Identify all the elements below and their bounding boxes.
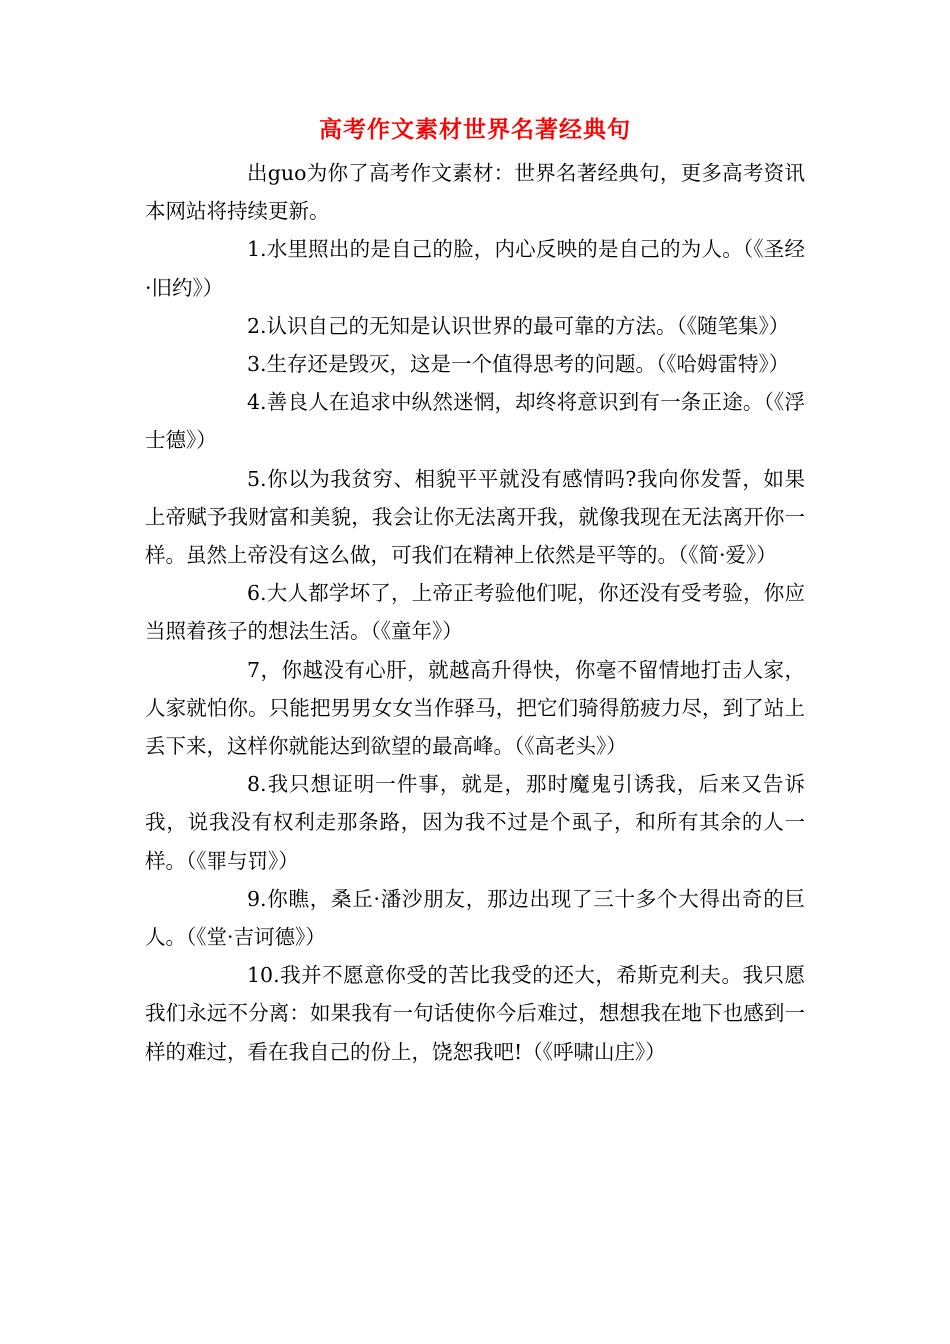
document-body (145, 154, 805, 1071)
intro-paragraph: 出guo为你了高考作文素材：世界名著经典句，更多高考资讯本网站将持续更新。 (145, 161, 805, 224)
quote-paragraph-4: 4.善良人在追求中纵然迷惘，却终将意识到有一条正途。（《浮士德》） (145, 390, 805, 453)
quote-paragraph-3: 3.生存还是毁灭，这是一个值得思考的问题。（《哈姆雷特》） (247, 352, 790, 377)
quote-paragraph-6: 6.大人都学坏了，上帝正考验他们呢，你还没有受考验，你应当照着孩子的想法生活。（《童年》） (145, 581, 805, 644)
quote-paragraph-2: 2.认识自己的无知是认识世界的最可靠的方法。（《随笔集》） (247, 313, 790, 338)
document-title: 高考作文素材世界名著经典句 (319, 116, 631, 143)
quote-paragraph-5: 5.你以为我贫穷、相貌平平就没有感情吗?我向你发誓，如果上帝赋予我财富和美貌，我会让你无法离开我，就像我现在无法离开你一样。虽然上帝没有这么做，可我们在精神上依然是平等的。（《简·爱》） (145, 466, 805, 568)
quote-paragraph-7: 7，你越没有心肝，就越高升得快，你毫不留情地打击人家，人家就怕你。只能把男男女女当作驿马，把它们骑得筋疲力尽，到了站上丢下来，这样你就能达到欲望的最高峰。（《高老头》） (145, 657, 805, 759)
quote-paragraph-9: 9.你瞧，桑丘·潘沙朋友，那边出现了三十多个大得出奇的巨人。（《堂·吉诃德》） (145, 886, 805, 950)
quote-paragraph-1: 1.水里照出的是自己的脸，内心反映的是自己的为人。（《圣经·旧约》） (145, 237, 805, 300)
quote-paragraph-10: 10.我并不愿意你受的苦比我受的还大，希斯克利夫。我只愿我们永远不分离：如果我有一句话使你今后难过，想想我在地下也感到一样的难过，看在我自己的份上，饶恕我吧!（《呼啸山庄》） (145, 963, 805, 1064)
quote-paragraph-8: 8.我只想证明一件事，就是，那时魔鬼引诱我，后来又告诉我，说我没有权利走那条路，因为我不过是个虱子，和所有其余的人一样。（《罪与罚》） (145, 772, 805, 873)
